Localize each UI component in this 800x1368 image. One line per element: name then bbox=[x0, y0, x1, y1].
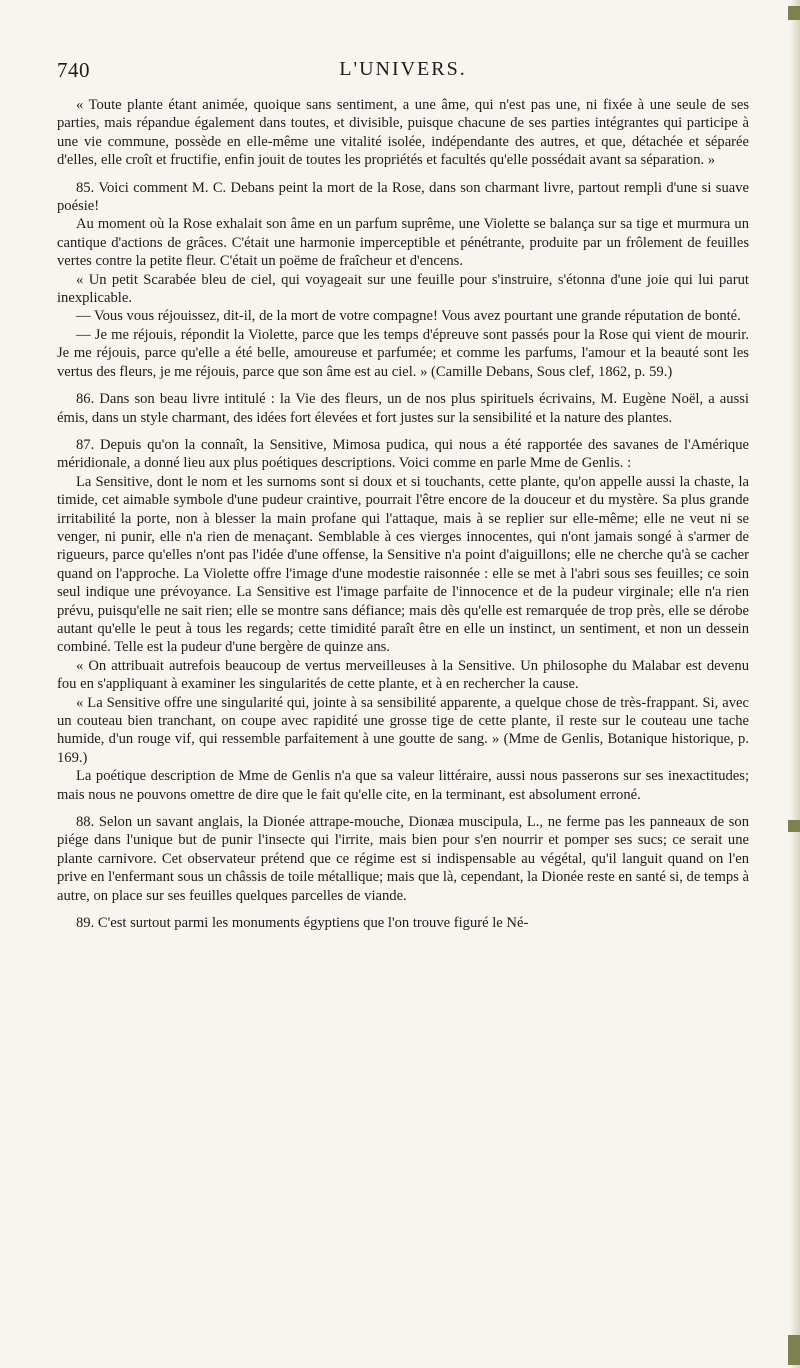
body-text bbox=[57, 96, 749, 932]
paragraph: 89. C'est surtout parmi les monuments égyptiens que l'on trouve figuré le Né- bbox=[76, 915, 529, 932]
page-edge bbox=[790, 0, 800, 1368]
paragraph: « Un petit Scarabée bleu de ciel, qui voyageait sur une feuille pour s'instruire, s'étonna d'une joie qui lui parut inexplicable. bbox=[57, 271, 749, 307]
page-header bbox=[57, 58, 749, 92]
edge-stain bbox=[788, 820, 800, 832]
paragraph: « On attribuait autrefois beaucoup de vertus merveilleuses à la Sensitive. Un philosophe du Malabar est devenu fou en s'appliquant à examiner les singularités de cette plante, et à en rechercher la cause. bbox=[57, 657, 749, 693]
paragraph: « La Sensitive offre une singularité qui, jointe à sa sensibilité apparente, a quelque chose de très-frappant. Si, avec un couteau bien tranchant, on coupe avec rapidité une grosse tige de cette plante, il reste sur le couteau une tache humide, d'un rouge vif, qui ressemble parfaitement à une goutte de sang. » (Mme de Genlis, Botanique historique, p. 169.) bbox=[57, 694, 749, 766]
paragraph: 85. Voici comment M. C. Debans peint la mort de la Rose, dans son charmant livre, partout rempli d'une si suave poésie! bbox=[57, 179, 749, 215]
paragraph: — Vous vous réjouissez, dit-il, de la mort de votre compagne! Vous avez pourtant une grande réputation de bonté. bbox=[76, 308, 741, 325]
running-title: L'UNIVERS. bbox=[339, 58, 467, 80]
edge-stain bbox=[788, 1335, 800, 1365]
edge-stain bbox=[788, 6, 800, 20]
paragraph: — Je me réjouis, répondit la Violette, parce que les temps d'épreuve sont passés pour la Rose qui vient de mourir. Je me réjouis, parce qu'elle a été belle, amoureuse et parfumée; et comme les parfums, l'amour et la beauté sont les vertus des fleurs, je me réjouis, parce que son âme est au ciel. » (Camille Debans, Sous clef, 1862, p. 59.) bbox=[57, 326, 749, 380]
paragraph: « Toute plante étant animée, quoique sans sentiment, a une âme, qui n'est pas une, ni fixée à une seule de ses parties, mais répandue également dans toutes, et divisible, puisque chacune de ses parties intégrantes qui participe à une vie commune, possède en elle-même une vitalité isolée, indépendante des autres, et que, détachée et séparée d'elles, elle croît et fructifie, enfin jouit de toutes les propriétés et facultés qu'elle possédait avant sa séparation. » bbox=[57, 97, 749, 169]
paragraph: La Sensitive, dont le nom et les surnoms sont si doux et si touchants, cette plante, qu'on appelle aussi la chaste, la timide, cet aimable symbole d'une pudeur craintive, pourrait l'être encore de la douceur et du mystère. Sa plus grande irritabilité la porte, non à blesser la main profane qui l'attaque, mais à se replier sur elle-même; elle ne veut ni se venger, ni punir, elle n'a rien de menaçant. Semblable à ces vierges innocentes, qui n'ont jamais songé à s'armer de rigueurs, parce qu'elles n'ont pas l'idée d'une offense, la Sensitive n'a point d'aiguillons; elle ne cherche qu'à se cacher quand on l'approche. La Violette offre l'image d'une modestie raisonnée : elle se met à l'abri sous ses feuilles; ce soin seul indique une prévoyance. La Sensitive est l'image parfaite de l'innocence et de la pudeur virginale; elle n'a rien prévu, puisqu'elle ne sait rien; elle se montre sans défiance; mais dès qu'elle est remarquée de trop près, elle se dérobe autant qu'elle le peut à tous les regards; cette timidité paraît être en elle un instinct, un sentiment, et non un dessein combiné. Telle est la pudeur d'une bergère de quinze ans. bbox=[57, 473, 749, 656]
paragraph: Au moment où la Rose exhalait son âme en un parfum suprême, une Violette se balança sur sa tige et murmura un cantique d'actions de grâces. C'était une harmonie imperceptible et pénétrante, produite par un frôlement de feuilles vertes contre la petite fleur. C'était un poëme de fraîcheur et d'encens. bbox=[57, 216, 749, 270]
paragraph: 87. Depuis qu'on la connaît, la Sensitive, Mimosa pudica, qui nous a été rapportée des savanes de l'Amérique méridionale, a donné lieu aux plus poétiques descriptions. Voici comme en parle Mme de Genlis. : bbox=[57, 436, 749, 472]
paragraph: La poétique description de Mme de Genlis n'a que sa valeur littéraire, aussi nous passerons sur ses inexactitudes; mais nous ne pouvons omettre de dire que le fait qu'elle cite, en la terminant, est absolument erroné. bbox=[57, 768, 749, 803]
paragraph: 86. Dans son beau livre intitulé : la Vie des fleurs, un de nos plus spirituels écrivains, M. Eugène Noël, a aussi émis, dans un style charmant, des idées fort élevées et fort justes sur la sensibilité et la nature des plantes. bbox=[57, 391, 749, 426]
paragraph: 88. Selon un savant anglais, la Dionée attrape-mouche, Dionæa muscipula, L., ne ferme pas les panneaux de son piége dans l'unique but de punir l'insecte qui l'irrite, mais bien pour s'en nourrir et pomper ses sucs; ce serait une plante carnivore. Cet observateur prétend que ce régime est si indispensable au végétal, qu'il languit quand on l'en prive en l'enfermant sous un châssis de toile métallique; mais que là, cependant, la Dionée reste en santé si, de temps à autre, on place sur ses feuilles quelques parcelles de viande. bbox=[57, 814, 749, 904]
page-number: 740 bbox=[57, 58, 90, 82]
